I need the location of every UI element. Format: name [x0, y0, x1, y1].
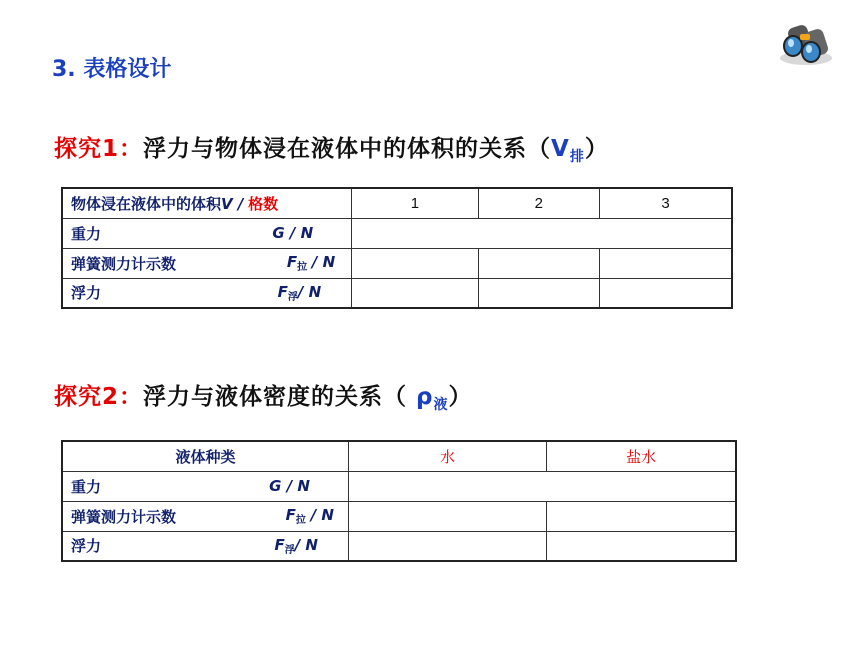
row-label-cell: [62, 501, 348, 531]
row-label-cell: [62, 471, 348, 501]
header-label-cell: [62, 188, 352, 218]
row-unit-subscript: 拉: [297, 262, 308, 273]
binoculars-icon: [776, 12, 836, 72]
header-unit-text: 格数: [248, 194, 279, 213]
row-label-cell: [62, 531, 348, 561]
data-cell[interactable]: [352, 218, 732, 248]
row-unit: F: [274, 535, 285, 554]
data-cell[interactable]: [547, 501, 736, 531]
row-unit: F: [286, 253, 298, 271]
heading-experiment-2: [54, 378, 473, 414]
row-label: 弹簧测力计示数: [71, 254, 177, 273]
heading-experiment-1: [54, 130, 609, 166]
row-label: 重力: [71, 477, 102, 496]
row-unit-tail: / N: [294, 535, 318, 554]
row-label: 重力: [71, 224, 102, 243]
row-unit-subscript: 浮: [287, 291, 298, 303]
heading-close: ）: [584, 136, 609, 162]
table-header-row: [62, 441, 736, 471]
row-unit-subscript: 浮: [284, 544, 295, 556]
header-label: 物体浸在液体中的体积: [71, 194, 222, 213]
table-row: [62, 278, 732, 308]
data-cell[interactable]: [600, 278, 732, 308]
row-unit-subscript: 拉: [295, 515, 306, 526]
row-unit: G / N: [269, 477, 310, 495]
table-experiment-1: [61, 187, 733, 309]
table-row: [62, 531, 736, 561]
header-unit-symbol: V /: [221, 194, 244, 213]
row-unit: F: [277, 282, 288, 301]
table-row: [62, 471, 736, 501]
data-cell[interactable]: [352, 278, 478, 308]
column-header: 水: [348, 441, 546, 471]
row-label: 弹簧测力计示数: [71, 507, 177, 526]
column-header: 2: [478, 188, 599, 218]
row-unit-tail: / N: [310, 506, 334, 524]
data-cell[interactable]: [478, 248, 599, 278]
section-title: 3. 表格设计: [52, 57, 172, 82]
header-label: 液体种类: [175, 447, 236, 466]
row-unit: F: [285, 506, 296, 524]
row-unit-tail: / N: [311, 253, 336, 271]
heading-subscript: 液: [433, 397, 449, 413]
row-unit: G / N: [272, 224, 314, 242]
column-header: 1: [352, 188, 478, 218]
data-cell[interactable]: [348, 531, 546, 561]
data-cell[interactable]: [348, 501, 546, 531]
heading-text: 浮力与液体密度的关系（: [143, 384, 408, 410]
row-unit-tail: / N: [297, 282, 322, 301]
row-label-cell: [62, 248, 352, 278]
header-label-cell: [62, 441, 348, 471]
table-row: [62, 218, 732, 248]
heading-close: ）: [448, 384, 473, 410]
column-header: 3: [600, 188, 732, 218]
heading-subscript: 排: [569, 149, 585, 165]
heading-prefix: 探究1：: [54, 136, 144, 162]
data-cell[interactable]: [352, 248, 478, 278]
heading-prefix: 探究2：: [54, 384, 144, 410]
table-header-row: [62, 188, 732, 218]
heading-symbol: ρ: [416, 384, 434, 410]
table-experiment-2: [61, 440, 737, 562]
heading-symbol: V: [551, 136, 570, 162]
data-cell[interactable]: [600, 248, 732, 278]
table-row: [62, 248, 732, 278]
column-header: 盐水: [547, 441, 736, 471]
row-label: 浮力: [71, 537, 102, 556]
data-cell[interactable]: [547, 531, 736, 561]
table-row: [62, 501, 736, 531]
heading-text: 浮力与物体浸在液体中的体积的关系（: [143, 136, 552, 162]
data-cell[interactable]: [478, 278, 599, 308]
data-cell[interactable]: [348, 471, 736, 501]
row-label-cell: [62, 218, 352, 248]
row-label: 浮力: [71, 284, 102, 303]
row-label-cell: [62, 278, 352, 308]
